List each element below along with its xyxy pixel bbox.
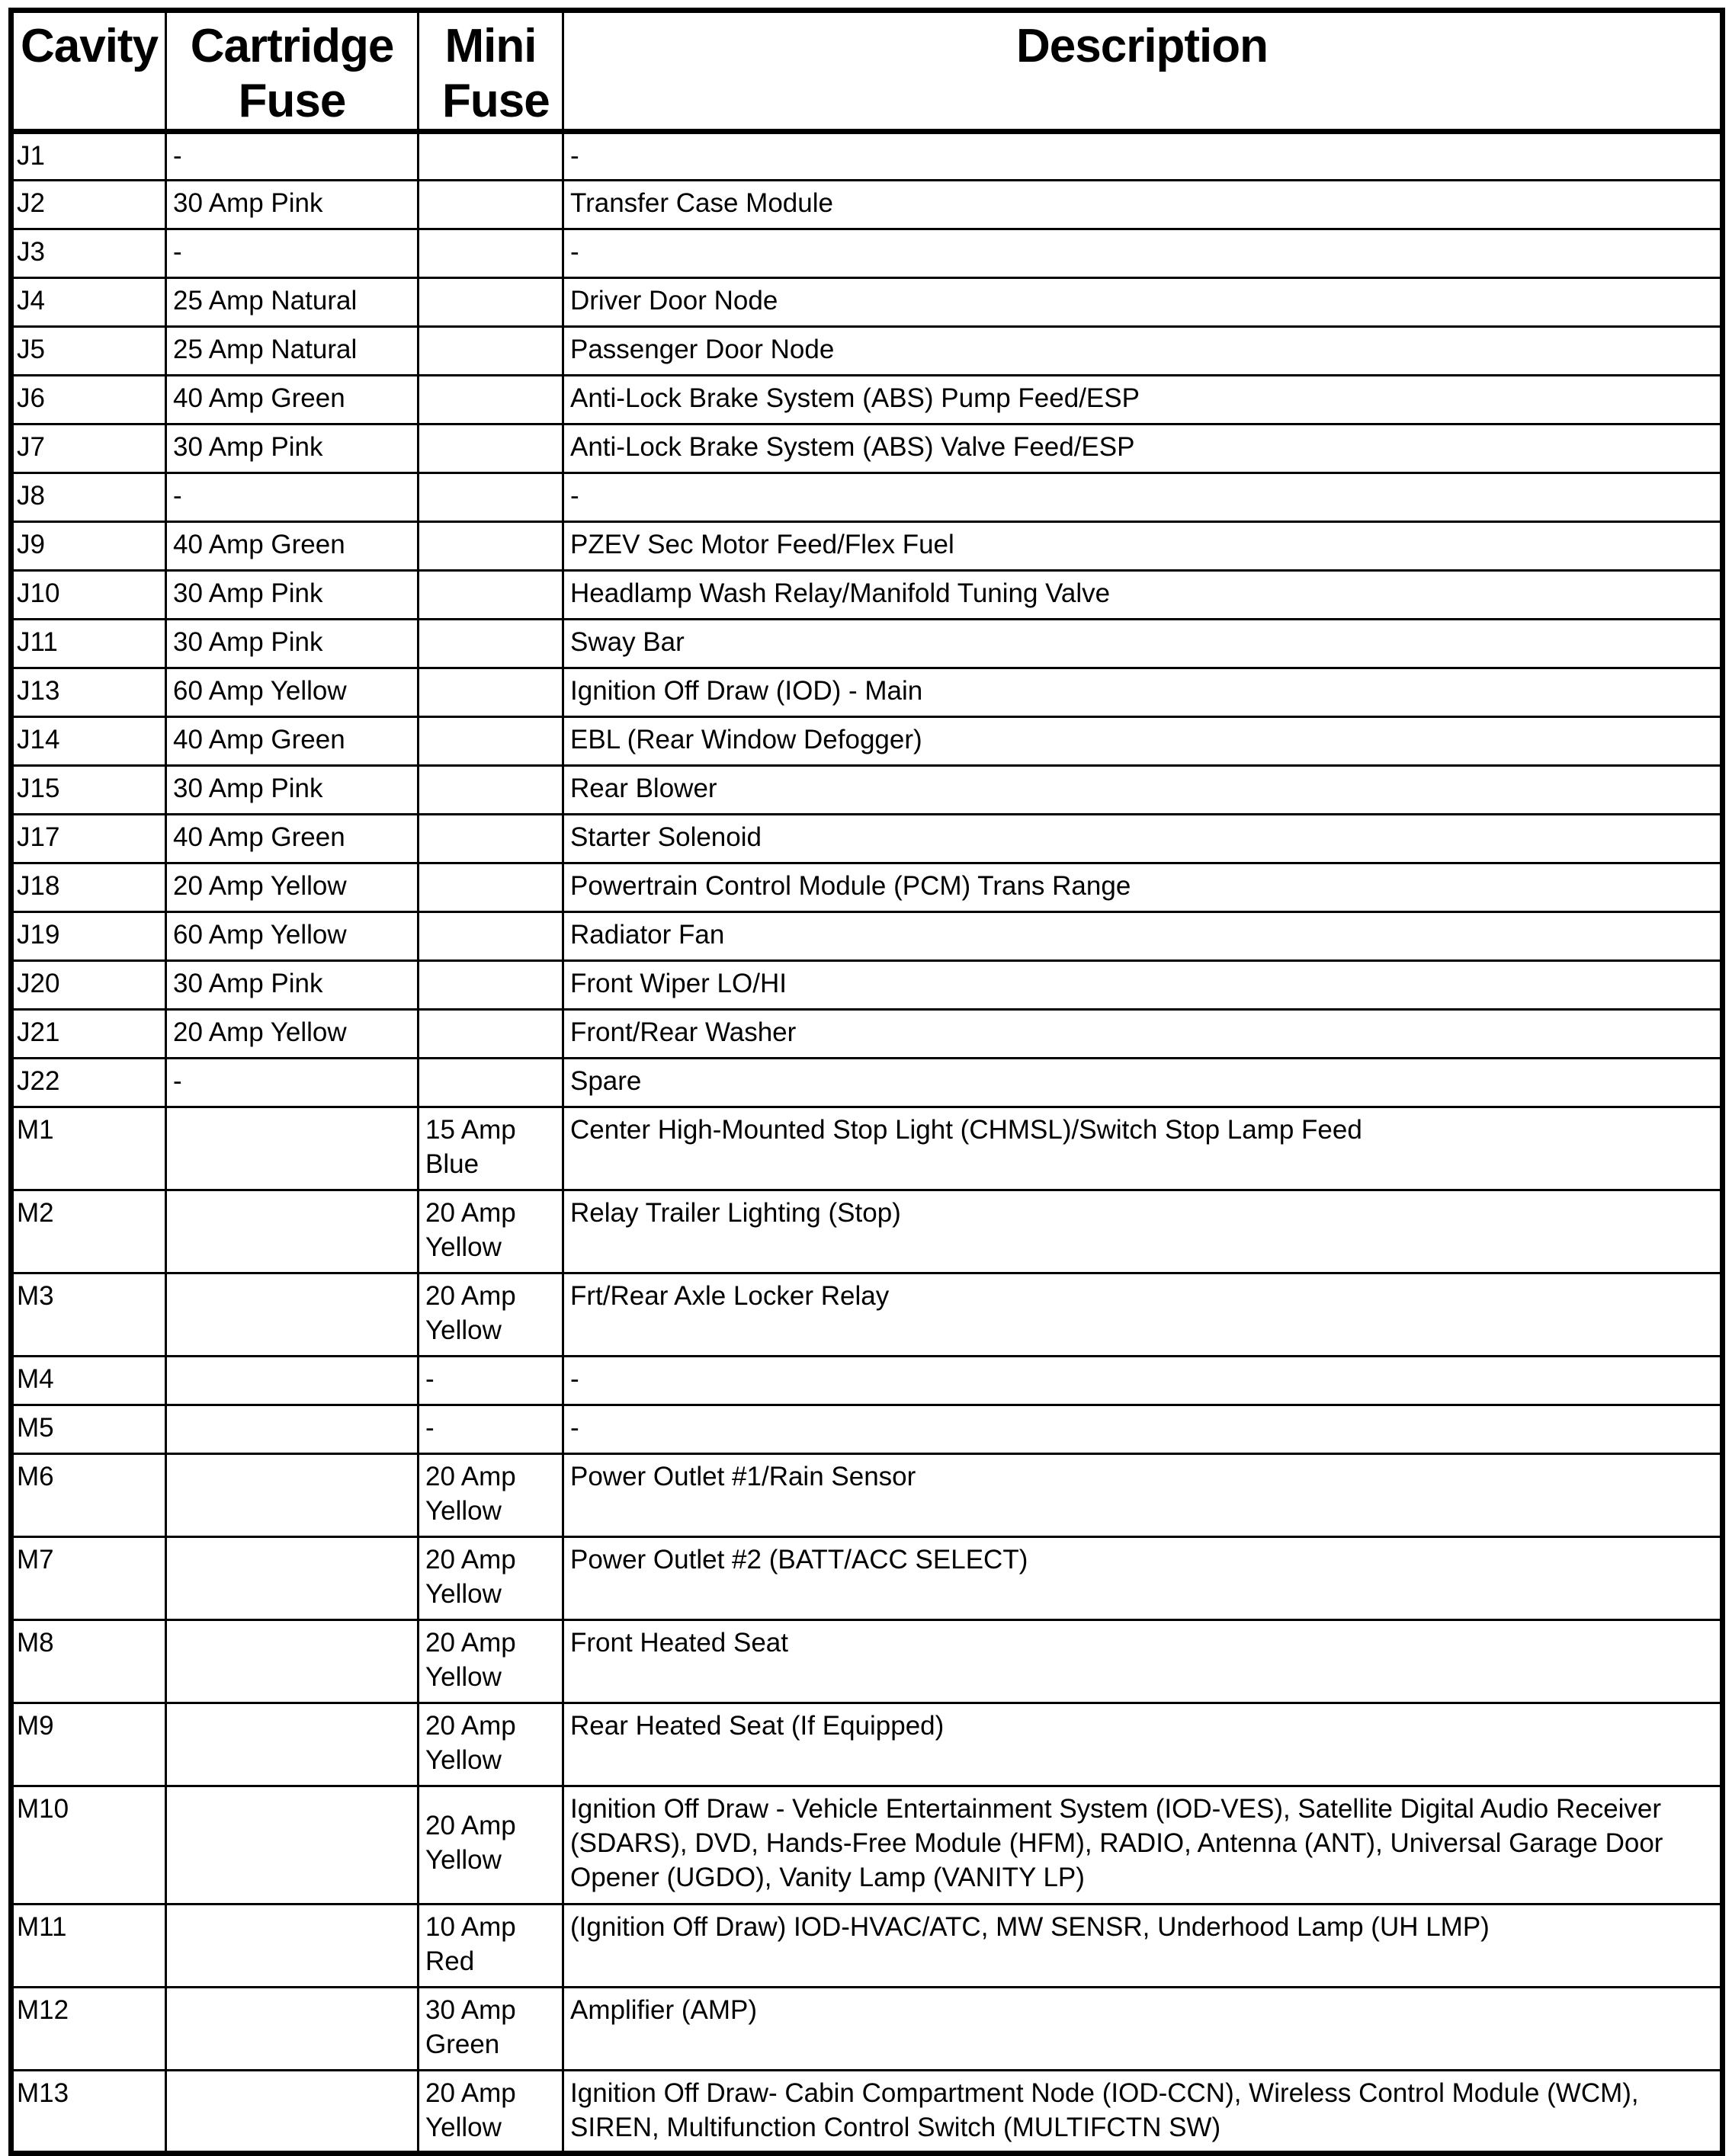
cell-mini-fuse — [419, 181, 563, 229]
cell-description: - — [563, 132, 1723, 181]
cell-description: Transfer Case Module — [563, 181, 1723, 229]
table-row — [11, 522, 1723, 571]
table-row — [11, 376, 1723, 424]
table-row — [11, 620, 1723, 668]
cell-cavity: J6 — [11, 376, 166, 424]
cell-cavity: J17 — [11, 815, 166, 863]
cell-description: - — [563, 473, 1723, 522]
table-row — [11, 424, 1723, 473]
cell-description: Sway Bar — [563, 620, 1723, 668]
cell-cartridge-fuse: - — [166, 473, 419, 522]
cell-cavity: J18 — [11, 863, 166, 912]
cell-description: - — [563, 1357, 1723, 1405]
cell-description: Front Wiper LO/HI — [563, 961, 1723, 1010]
cell-cavity: J8 — [11, 473, 166, 522]
cell-mini-fuse — [419, 766, 563, 815]
cell-cartridge-fuse — [166, 1620, 419, 1703]
table-row — [11, 863, 1723, 912]
cell-cavity: J9 — [11, 522, 166, 571]
table-row — [11, 1905, 1723, 1988]
cell-cavity: M7 — [11, 1537, 166, 1620]
cell-cavity: J14 — [11, 717, 166, 766]
table-row — [11, 229, 1723, 278]
cell-cartridge-fuse — [166, 1107, 419, 1190]
cell-mini-fuse — [419, 1059, 563, 1107]
cell-mini-fuse — [419, 473, 563, 522]
cell-cavity: M11 — [11, 1905, 166, 1988]
cell-cartridge-fuse: - — [166, 1059, 419, 1107]
cell-cartridge-fuse: 30 Amp Pink — [166, 620, 419, 668]
cell-mini-fuse: 20 Amp Yellow — [419, 1454, 563, 1537]
cell-cavity: M13 — [11, 2071, 166, 2154]
cell-cavity: J4 — [11, 278, 166, 327]
cell-cavity: J19 — [11, 912, 166, 961]
cell-cartridge-fuse: 30 Amp Pink — [166, 181, 419, 229]
cell-cavity: J15 — [11, 766, 166, 815]
cell-description: Ignition Off Draw (IOD) - Main — [563, 668, 1723, 717]
cell-cavity: M5 — [11, 1405, 166, 1454]
cell-mini-fuse — [419, 522, 563, 571]
cell-description: Ignition Off Draw- Cabin Compartment Node (IOD-CCN), Wireless Control Module (WCM), SIREN, Multifunction Control Switch (MULTIFCTN SW) — [563, 2071, 1723, 2154]
cell-mini-fuse — [419, 278, 563, 327]
cell-mini-fuse: 20 Amp Yellow — [419, 1537, 563, 1620]
cell-cavity: M10 — [11, 1786, 166, 1905]
table-row — [11, 181, 1723, 229]
cell-description: Passenger Door Node — [563, 327, 1723, 376]
cell-cavity: J1 — [11, 132, 166, 181]
cell-description: Starter Solenoid — [563, 815, 1723, 863]
cell-mini-fuse — [419, 668, 563, 717]
cell-description: Power Outlet #2 (BATT/ACC SELECT) — [563, 1537, 1723, 1620]
table-row — [11, 327, 1723, 376]
cell-cavity: M8 — [11, 1620, 166, 1703]
cell-mini-fuse: 30 Amp Green — [419, 1988, 563, 2071]
header-row — [11, 11, 1723, 132]
cell-cavity: M4 — [11, 1357, 166, 1405]
cell-cartridge-fuse: 40 Amp Green — [166, 376, 419, 424]
cell-description: Anti-Lock Brake System (ABS) Valve Feed/ESP — [563, 424, 1723, 473]
cell-cartridge-fuse — [166, 1988, 419, 2071]
cell-cartridge-fuse — [166, 1537, 419, 1620]
cell-description: Ignition Off Draw - Vehicle Entertainment System (IOD-VES), Satellite Digital Audio Receiver (SDARS), DVD, Hands-Free Module (HFM), RADIO, Antenna (ANT), Universal Garage Door Opener (UGDO), Vanity Lamp (VANITY LP) — [563, 1786, 1723, 1905]
cell-mini-fuse — [419, 1010, 563, 1059]
cell-mini-fuse — [419, 229, 563, 278]
cell-mini-fuse: 10 Amp Red — [419, 1905, 563, 1988]
cell-cartridge-fuse — [166, 2071, 419, 2154]
table-row — [11, 961, 1723, 1010]
cell-description: Driver Door Node — [563, 278, 1723, 327]
cell-cartridge-fuse: 30 Amp Pink — [166, 766, 419, 815]
cell-cartridge-fuse: 40 Amp Green — [166, 717, 419, 766]
cell-description: Rear Heated Seat (If Equipped) — [563, 1703, 1723, 1786]
cell-mini-fuse: - — [419, 1357, 563, 1405]
cell-description: Frt/Rear Axle Locker Relay — [563, 1273, 1723, 1357]
cell-description: Front/Rear Washer — [563, 1010, 1723, 1059]
cell-cartridge-fuse — [166, 1905, 419, 1988]
cell-description: (Ignition Off Draw) IOD-HVAC/ATC, MW SENSR, Underhood Lamp (UH LMP) — [563, 1905, 1723, 1988]
cell-cavity: M3 — [11, 1273, 166, 1357]
cell-cavity: M1 — [11, 1107, 166, 1190]
cell-cavity: J13 — [11, 668, 166, 717]
cell-cavity: J5 — [11, 327, 166, 376]
cell-mini-fuse — [419, 376, 563, 424]
cell-cavity: J3 — [11, 229, 166, 278]
cell-cartridge-fuse — [166, 1703, 419, 1786]
cell-description: - — [563, 1405, 1723, 1454]
cell-mini-fuse — [419, 424, 563, 473]
cell-mini-fuse — [419, 912, 563, 961]
table-row — [11, 1454, 1723, 1537]
fuse-table — [8, 8, 1725, 2156]
cell-cavity: M9 — [11, 1703, 166, 1786]
cell-cartridge-fuse: 25 Amp Natural — [166, 278, 419, 327]
cell-cartridge-fuse: 40 Amp Green — [166, 815, 419, 863]
cell-mini-fuse: 20 Amp Yellow — [419, 2071, 563, 2154]
cell-mini-fuse — [419, 571, 563, 620]
table-row — [11, 1405, 1723, 1454]
cell-mini-fuse: 20 Amp Yellow — [419, 1703, 563, 1786]
cell-mini-fuse — [419, 717, 563, 766]
cell-description: Power Outlet #1/Rain Sensor — [563, 1454, 1723, 1537]
cell-cartridge-fuse: - — [166, 229, 419, 278]
table-row — [11, 1786, 1723, 1905]
cell-cartridge-fuse — [166, 1357, 419, 1405]
cell-cartridge-fuse: 60 Amp Yellow — [166, 912, 419, 961]
cell-cartridge-fuse: 30 Amp Pink — [166, 961, 419, 1010]
header-description: Description — [563, 11, 1723, 132]
cell-description: Amplifier (AMP) — [563, 1988, 1723, 2071]
cell-cartridge-fuse — [166, 1273, 419, 1357]
cell-cavity: M12 — [11, 1988, 166, 2071]
cell-description: EBL (Rear Window Defogger) — [563, 717, 1723, 766]
cell-description: Radiator Fan — [563, 912, 1723, 961]
table-row — [11, 1620, 1723, 1703]
cell-cartridge-fuse — [166, 1786, 419, 1905]
cell-cavity: J11 — [11, 620, 166, 668]
cell-cartridge-fuse: 30 Amp Pink — [166, 571, 419, 620]
table-row — [11, 278, 1723, 327]
cell-cavity: J2 — [11, 181, 166, 229]
cell-mini-fuse: 20 Amp Yellow — [419, 1190, 563, 1273]
table-row — [11, 2071, 1723, 2154]
table-row — [11, 1273, 1723, 1357]
table-row — [11, 1357, 1723, 1405]
table-row — [11, 766, 1723, 815]
table-row — [11, 1107, 1723, 1190]
cell-cavity: M2 — [11, 1190, 166, 1273]
header-cavity: Cavity — [11, 11, 166, 132]
cell-cartridge-fuse: - — [166, 132, 419, 181]
cell-description: Spare — [563, 1059, 1723, 1107]
table-row — [11, 473, 1723, 522]
cell-description: Headlamp Wash Relay/Manifold Tuning Valve — [563, 571, 1723, 620]
cell-mini-fuse — [419, 863, 563, 912]
cell-description: PZEV Sec Motor Feed/Flex Fuel — [563, 522, 1723, 571]
cell-mini-fuse: 15 Amp Blue — [419, 1107, 563, 1190]
cell-mini-fuse — [419, 620, 563, 668]
cell-cavity: J10 — [11, 571, 166, 620]
cell-mini-fuse — [419, 815, 563, 863]
cell-cavity: M6 — [11, 1454, 166, 1537]
cell-description: Relay Trailer Lighting (Stop) — [563, 1190, 1723, 1273]
table-row — [11, 1703, 1723, 1786]
table-row — [11, 1537, 1723, 1620]
table-row — [11, 1190, 1723, 1273]
cell-mini-fuse: 20 Amp Yellow — [419, 1786, 563, 1905]
table-row — [11, 668, 1723, 717]
cell-cartridge-fuse: 40 Amp Green — [166, 522, 419, 571]
table-row — [11, 815, 1723, 863]
table-row — [11, 912, 1723, 961]
cell-cavity: J20 — [11, 961, 166, 1010]
cell-cartridge-fuse: 25 Amp Natural — [166, 327, 419, 376]
cell-cartridge-fuse — [166, 1190, 419, 1273]
cell-description: - — [563, 229, 1723, 278]
table-row — [11, 132, 1723, 181]
cell-mini-fuse — [419, 132, 563, 181]
cell-description: Rear Blower — [563, 766, 1723, 815]
cell-cavity: J7 — [11, 424, 166, 473]
header-mini-fuse: Mini Fuse — [419, 11, 563, 132]
cell-mini-fuse — [419, 961, 563, 1010]
cell-mini-fuse: 20 Amp Yellow — [419, 1273, 563, 1357]
cell-cavity: J22 — [11, 1059, 166, 1107]
table-row — [11, 1010, 1723, 1059]
cell-cartridge-fuse: 60 Amp Yellow — [166, 668, 419, 717]
cell-cartridge-fuse — [166, 1405, 419, 1454]
table-row — [11, 1988, 1723, 2071]
cell-mini-fuse: 20 Amp Yellow — [419, 1620, 563, 1703]
cell-cavity: J21 — [11, 1010, 166, 1059]
cell-cartridge-fuse: 20 Amp Yellow — [166, 1010, 419, 1059]
cell-cartridge-fuse — [166, 1454, 419, 1537]
table-row — [11, 571, 1723, 620]
table-row — [11, 1059, 1723, 1107]
cell-mini-fuse — [419, 327, 563, 376]
cell-mini-fuse: - — [419, 1405, 563, 1454]
table-row — [11, 717, 1723, 766]
cell-description: Powertrain Control Module (PCM) Trans Range — [563, 863, 1723, 912]
cell-description: Anti-Lock Brake System (ABS) Pump Feed/ESP — [563, 376, 1723, 424]
cell-description: Front Heated Seat — [563, 1620, 1723, 1703]
cell-description: Center High-Mounted Stop Light (CHMSL)/Switch Stop Lamp Feed — [563, 1107, 1723, 1190]
cell-cartridge-fuse: 30 Amp Pink — [166, 424, 419, 473]
cell-cartridge-fuse: 20 Amp Yellow — [166, 863, 419, 912]
header-cartridge-fuse: Cartridge Fuse — [166, 11, 419, 132]
